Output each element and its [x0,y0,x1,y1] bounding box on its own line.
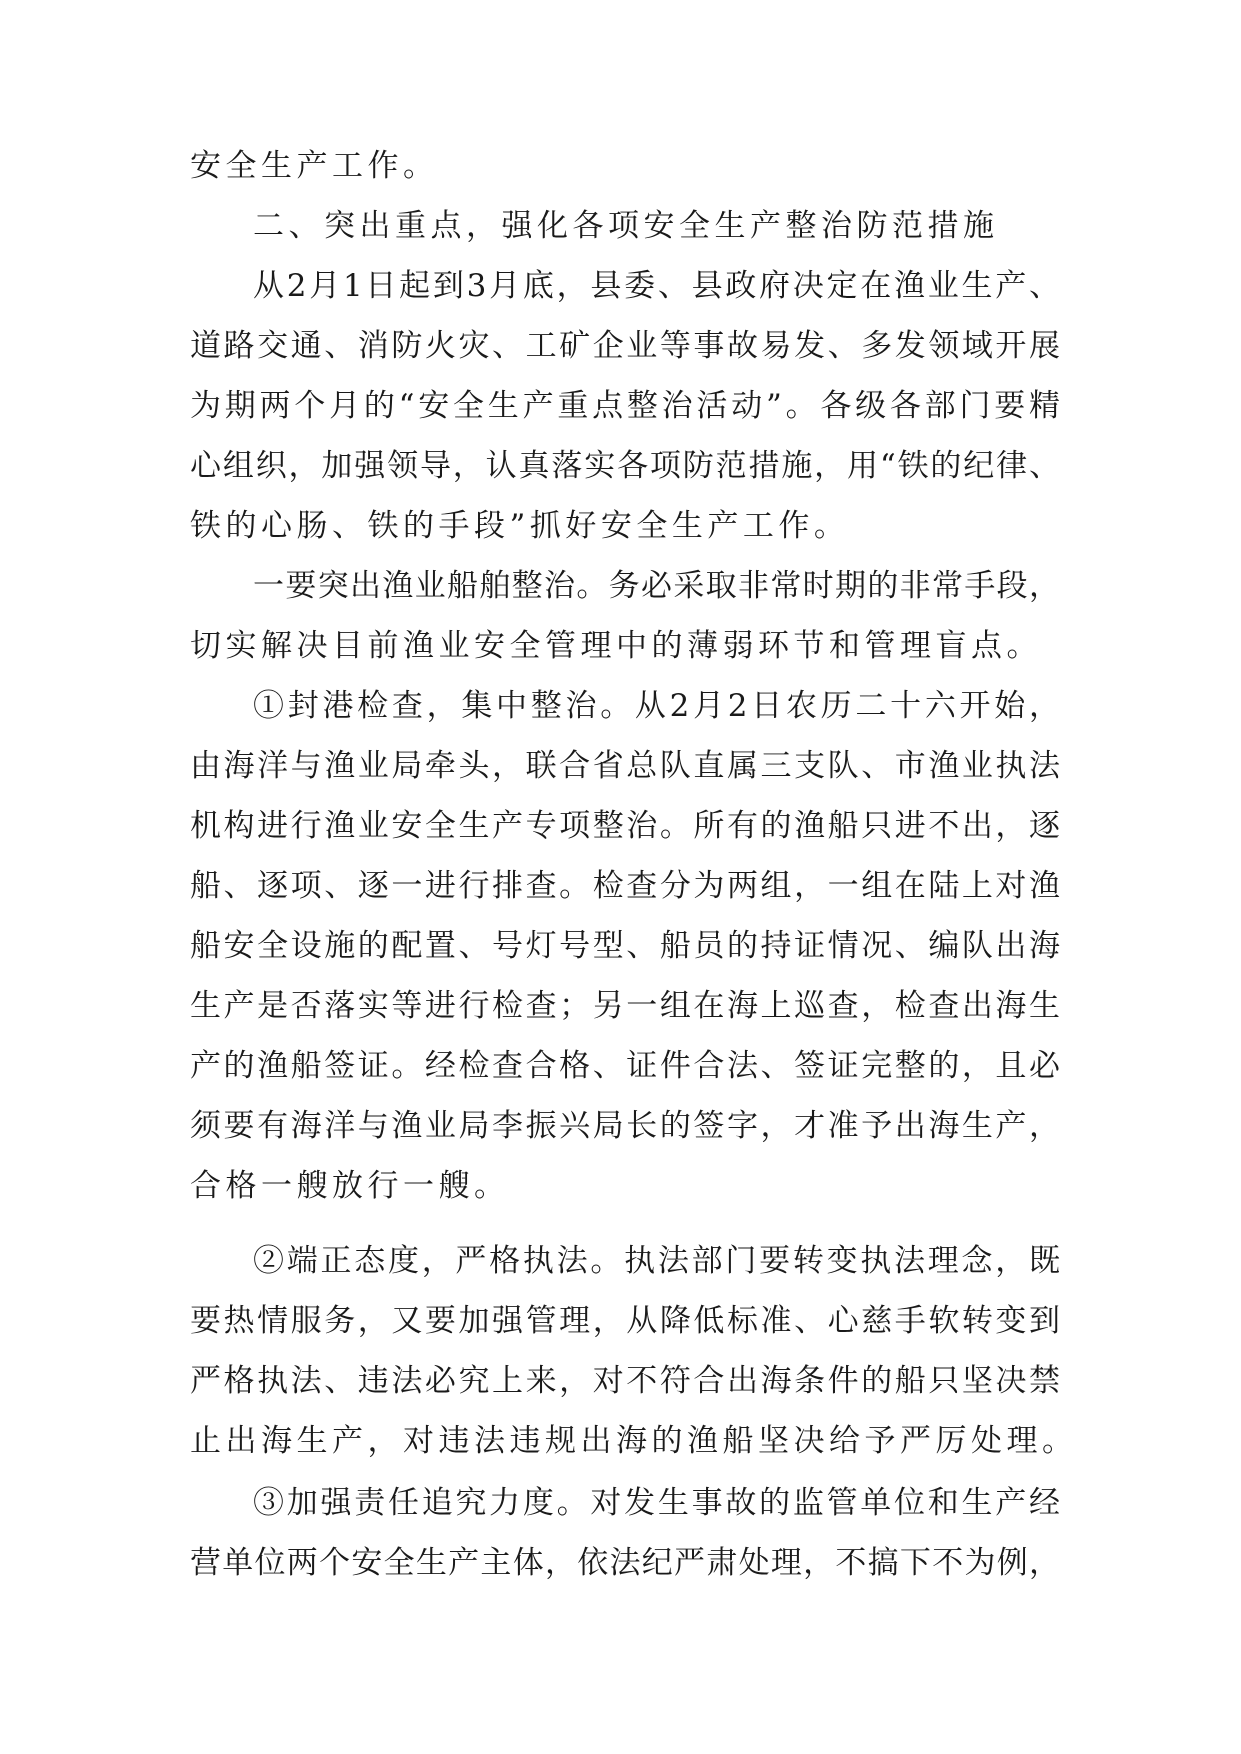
text-line: ②端正态度，严格执法。执法部门要转变执法理念，既 [253,1243,1060,1279]
text-line: 产的渔船签证。经检查合格、证件合法、签证完整的，且必 [190,1048,1060,1084]
text-line: 一要突出渔业船舶整治。务必采取非常时期的非常手段， [253,568,1060,604]
text-line: 从2月1日起到3月底，县委、县政府决定在渔业生产、 [253,268,1060,304]
text-line: 船、逐项、逐一进行排查。检查分为两组，一组在陆上对渔 [190,868,1060,904]
text-line: 由海洋与渔业局牵头，联合省总队直属三支队、市渔业执法 [190,748,1060,784]
text-line: 铁的心肠、铁的手段”抓好安全生产工作。 [190,508,850,544]
text-line: 止出海生产，对违法违规出海的渔船坚决给予严厉处理。 [190,1423,1078,1459]
text-line: 营单位两个安全生产主体，依法纪严肃处理，不搞下不为例， [190,1545,1060,1581]
text-line: 为期两个月的“安全生产重点整治活动”。各级各部门要精 [190,388,1060,424]
text-line: 严格执法、违法必究上来，对不符合出海条件的船只坚决禁 [190,1363,1060,1399]
text-line: 机构进行渔业安全生产专项整治。所有的渔船只进不出，逐 [190,808,1060,844]
text-line: ①封港检查，集中整治。从2月2日农历二十六开始， [253,688,1060,724]
text-line: 要热情服务，又要加强管理，从降低标准、心慈手软转变到 [190,1303,1060,1339]
text-line: 合格一艘放行一艘。 [190,1168,510,1204]
text-line: 切实解决目前渔业安全管理中的薄弱环节和管理盲点。 [190,628,1042,664]
text-line: ③加强责任追究力度。对发生事故的监管单位和生产经 [253,1485,1060,1521]
text-line: 须要有海洋与渔业局李振兴局长的签字，才准予出海生产， [190,1108,1060,1144]
text-line: 安全生产工作。 [190,148,439,184]
text-line: 道路交通、消防火灾、工矿企业等事故易发、多发领域开展 [190,328,1060,364]
text-line: 生产是否落实等进行检查；另一组在海上巡查，检查出海生 [190,988,1060,1024]
text-line: 船安全设施的配置、号灯号型、船员的持证情况、编队出海 [190,928,1060,964]
text-line: 心组织，加强领导，认真落实各项防范措施，用“铁的纪律、 [190,448,1060,484]
section-heading: 二、突出重点，强化各项安全生产整治防范措施 [253,208,999,244]
